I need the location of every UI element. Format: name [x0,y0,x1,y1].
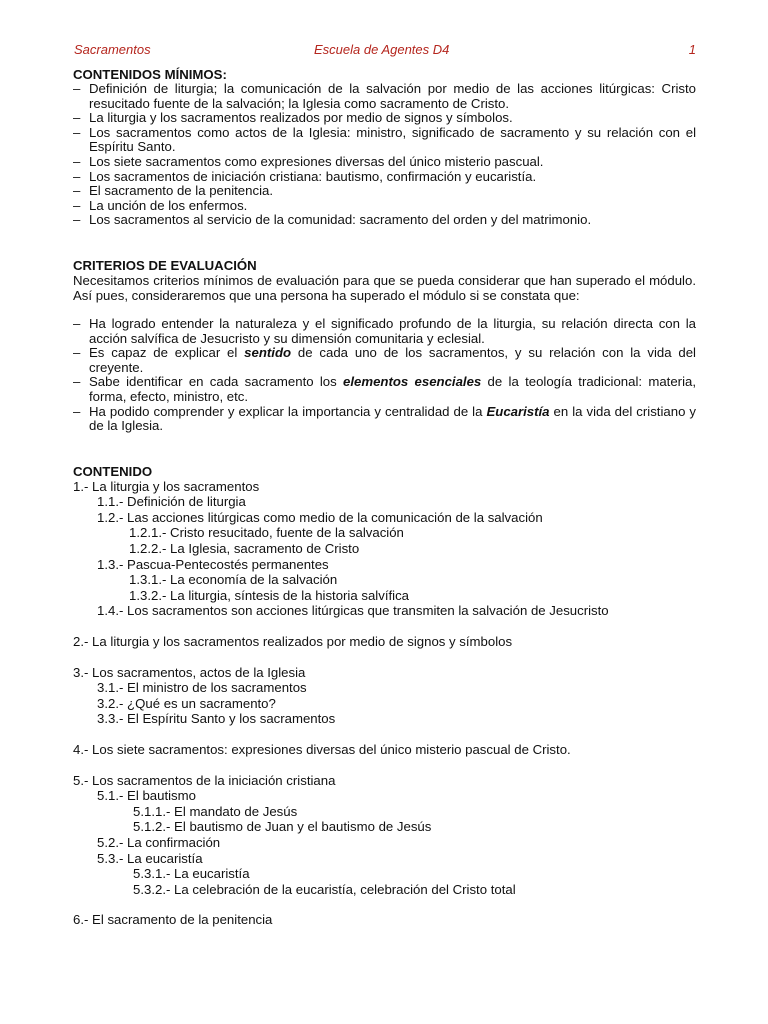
outline-item: 1.3.- Pascua-Pentecostés permanentes [97,556,329,572]
criterios-item-text: Ha logrado entender la naturaleza y el significado profundo de la liturgia, su relación directa con la acción salvífica de Jesucristo y su dimensión comunitaria y eclesial. [89,315,696,346]
document-body [73,67,696,928]
outline-item: 5.- Los sacramentos de la iniciación cristiana [73,772,336,788]
outline-item: 3.2.- ¿Qué es un sacramento? [97,695,276,711]
criterios-item [73,405,696,434]
outline-item: 5.1.1.- El mandato de Jesús [133,803,298,819]
section-gap [73,228,696,258]
outline-item: 1.2.1.- Cristo resucitado, fuente de la salvación [129,525,404,541]
criterios-item [73,317,696,346]
contenidos-item: ‒ Los sacramentos de iniciación cristiana: bautismo, confirmación y eucaristía. [73,170,696,185]
outline-item: 3.- Los sacramentos, actos de la Iglesia [73,664,306,680]
outline-item: 5.3.- La eucaristía [97,850,203,866]
contenido-heading: CONTENIDO [73,463,153,479]
contenidos-heading: CONTENIDOS MÍNIMOS: [73,67,227,82]
criterios-item-emphasis: sentido [244,345,292,361]
criterios-item-text: de cada uno de los sacramentos, y su relación con la vida del creyente. [89,345,696,375]
criterios-item-text: Es capaz de explicar el [89,345,245,361]
outline-item: 6.- El sacramento de la penitencia [73,912,273,928]
header-school-name: Escuela de Agentes D4 [314,42,450,57]
criterios-intro: Necesitamos criterios mínimos de evaluación para que se pueda considerar que han superado el módulo. Así pues, consideraremos que una persona ha superado el módulo si se constata que: [73,272,696,303]
section-gap [73,434,696,464]
outline-item: 3.1.- El ministro de los sacramentos [97,680,307,696]
outline-item: 1.1.- Definición de liturgia [97,494,246,510]
contenidos-item: ‒ Los sacramentos como actos de la Iglesia: ministro, significado de sacramento y su relación con el Espíritu Santo. [73,126,696,155]
outline-item: 1.2.2.- La Iglesia, sacramento de Cristo [129,541,360,557]
page-header [74,42,696,58]
outline-item: 5.1.- El bautismo [97,788,196,804]
outline-item: 1.2.- Las acciones litúrgicas como medio de la comunicación de la salvación [97,509,543,525]
contenidos-item: ‒ Los sacramentos al servicio de la comunidad: sacramento del orden y del matrimonio. [73,213,696,228]
contenidos-item: ‒ Definición de liturgia; la comunicación de la salvación por medio de las acciones litúrgicas: Cristo resucitado fuente de la salvación; la Iglesia como sacramento de Cristo. [73,82,696,111]
outline-item: 1.4.- Los sacramentos son acciones litúrgicas que transmiten la salvación de Jesucristo [97,603,609,619]
criterios-section [73,258,696,434]
criterios-item-text: Ha podido comprender y explicar la importancia y centralidad de la [89,403,487,419]
criterios-item-emphasis: elementos esenciales [343,374,482,390]
outline-item: 1.3.2.- La liturgia, síntesis de la historia salvífica [129,587,410,603]
contenidos-item: ‒ La unción de los enfermos. [73,199,696,214]
criterios-list [73,317,696,434]
outline-item: 5.3.1.- La eucaristía [133,866,250,882]
outline-item: 4.- Los siete sacramentos: expresiones diversas del único misterio pascual de Cristo. [73,742,571,757]
outline-item: 5.3.2.- La celebración de la eucaristía, celebración del Cristo total [133,881,516,897]
outline-item: 5.1.2.- El bautismo de Juan y el bautismo de Jesús [133,819,432,835]
paragraph-gap [73,303,696,317]
contenidos-item: ‒ El sacramento de la penitencia. [73,184,696,199]
contenidos-section [73,67,696,228]
contenidos-list [73,82,696,228]
header-page-number: 1 [688,42,696,57]
outline-item: 1.- La liturgia y los sacramentos [73,478,260,494]
outline-item: 2.- La liturgia y los sacramentos realizados por medio de signos y símbolos [73,634,513,650]
criterios-item [73,375,696,404]
criterios-item-text: Sabe identificar en cada sacramento los [89,374,344,390]
outline-item: 3.3.- El Espíritu Santo y los sacramentos [97,711,336,727]
header-course-title: Sacramentos [74,42,151,57]
outline-item: 1.3.1.- La economía de la salvación [129,572,338,588]
contenido-section [73,464,696,928]
contenidos-item: ‒ Los siete sacramentos como expresiones diversas del único misterio pascual. [73,155,696,170]
criterios-heading: CRITERIOS DE EVALUACIÓN [73,257,257,273]
contenido-outline [73,479,696,928]
criterios-item-text: en la vida del cristiano y de la Iglesia. [89,403,697,434]
contenidos-item: ‒ La liturgia y los sacramentos realizados por medio de signos y símbolos. [73,111,696,126]
criterios-item [73,346,696,375]
criterios-item-emphasis: Eucaristía [486,403,550,419]
outline-item: 5.2.- La confirmación [97,834,221,850]
criterios-item-text: de la teología tradicional: materia, forma, efecto, ministro, etc. [89,374,696,404]
